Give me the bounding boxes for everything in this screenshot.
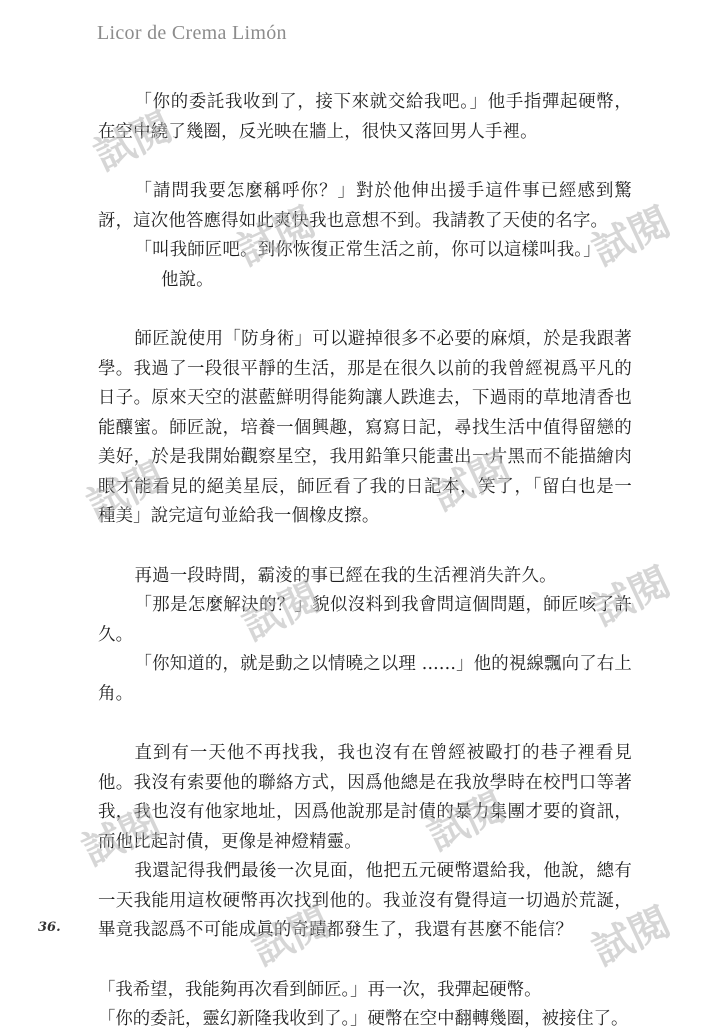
watermark: 試閱 (585, 198, 678, 275)
paragraph: 師匠說使用「防身術」可以避掉很多不必要的麻煩，於是我跟著學。我過了一段很平靜的生活，那是在很久以前的我曾經視爲平凡的日子。原來天空的湛藍鮮明得能夠讓人跌進去，下過雨的草地清香也能釀蜜。師匠說，培養一個興趣，寫寫日記，尋找生活中值得留戀的美好，於是我開始觀察星空，我用鉛筆只能畫出一片黑而不能描繪肉眼才能看見的絕美星辰，師匠看了我的日記本，笑了，「留白也是一種美」說完這句並給我一個橡皮擦。 (98, 329, 632, 526)
watermark: 試閱 (420, 783, 513, 860)
watermark: 試閱 (425, 443, 518, 520)
paragraph: 「你知道的，就是動之以情曉之以理 ......」他的視線飄向了右上角。 (98, 654, 632, 704)
paragraph-gap (98, 295, 632, 325)
paragraph: 「那是怎麼解決的？」貌似沒料到我會問這個問題，師匠咳了許久。 (98, 595, 632, 645)
body-text (98, 88, 632, 1035)
paragraph-gap (98, 709, 632, 739)
watermark: 試閱 (585, 558, 678, 635)
watermark: 試閱 (235, 573, 328, 650)
page-number: 36. (38, 920, 61, 935)
paragraph: 「你的委託我收到了，接下來就交給我吧。」他手指彈起硬幣，在空中繞了幾圈，反光映在牆上，很快又落回男人手裡。 (98, 92, 632, 142)
paragraph: 「你的委託，靈幻新隆我收到了。」硬幣在空中翻轉幾圈，被接住了。 (98, 1009, 629, 1029)
watermark: 試閱 (245, 898, 338, 975)
paragraph: 再過一段時間，霸淩的事已經在我的生活裡消失許久。 (134, 565, 557, 586)
paragraph: 「叫我師匠吧。到你恢復正常生活之前，你可以這樣叫我。」 (134, 240, 601, 260)
paragraph-gap (98, 532, 632, 562)
watermark: 試閱 (585, 898, 678, 975)
paragraph: 「我希望，我能夠再次看到師匠。」再一次，我彈起硬幣。 (98, 979, 542, 1000)
watermark: 試閱 (75, 798, 168, 875)
watermark: 試閱 (87, 103, 180, 180)
watermark: 試閱 (80, 453, 173, 530)
paragraph-gap (98, 147, 632, 177)
paragraph: 直到有一天他不再找我，我也沒有在曾經被毆打的巷子裡看見他。我沒有索要他的聯絡方式，因爲他總是在我放學時在校門口等著我，我也沒有他家地址，因爲他說那是討債的暴力集團才要的資訊，而他比起討債，更像是神燈精靈。 (98, 743, 632, 852)
running-header: Licor de Crema Limón (97, 22, 287, 44)
paragraph: 「請問我要怎麼稱呼你？」對於他伸出援手這件事已經感到驚訝，這次他答應得如此爽快我也意想不到。我請教了天使的名字。 (98, 181, 632, 231)
paragraph-gap (98, 946, 632, 976)
watermark: 試閱 (230, 198, 323, 275)
paragraph: 他說。 (161, 269, 214, 290)
paragraph: 我還記得我們最後一次見面，他把五元硬幣還給我，他說，總有一天我能用這枚硬幣再次找到他的。我並沒有覺得這一切過於荒誕，畢竟我認爲不可能成眞的奇蹟都發生了，我還有甚麼不能信？ (98, 861, 632, 940)
